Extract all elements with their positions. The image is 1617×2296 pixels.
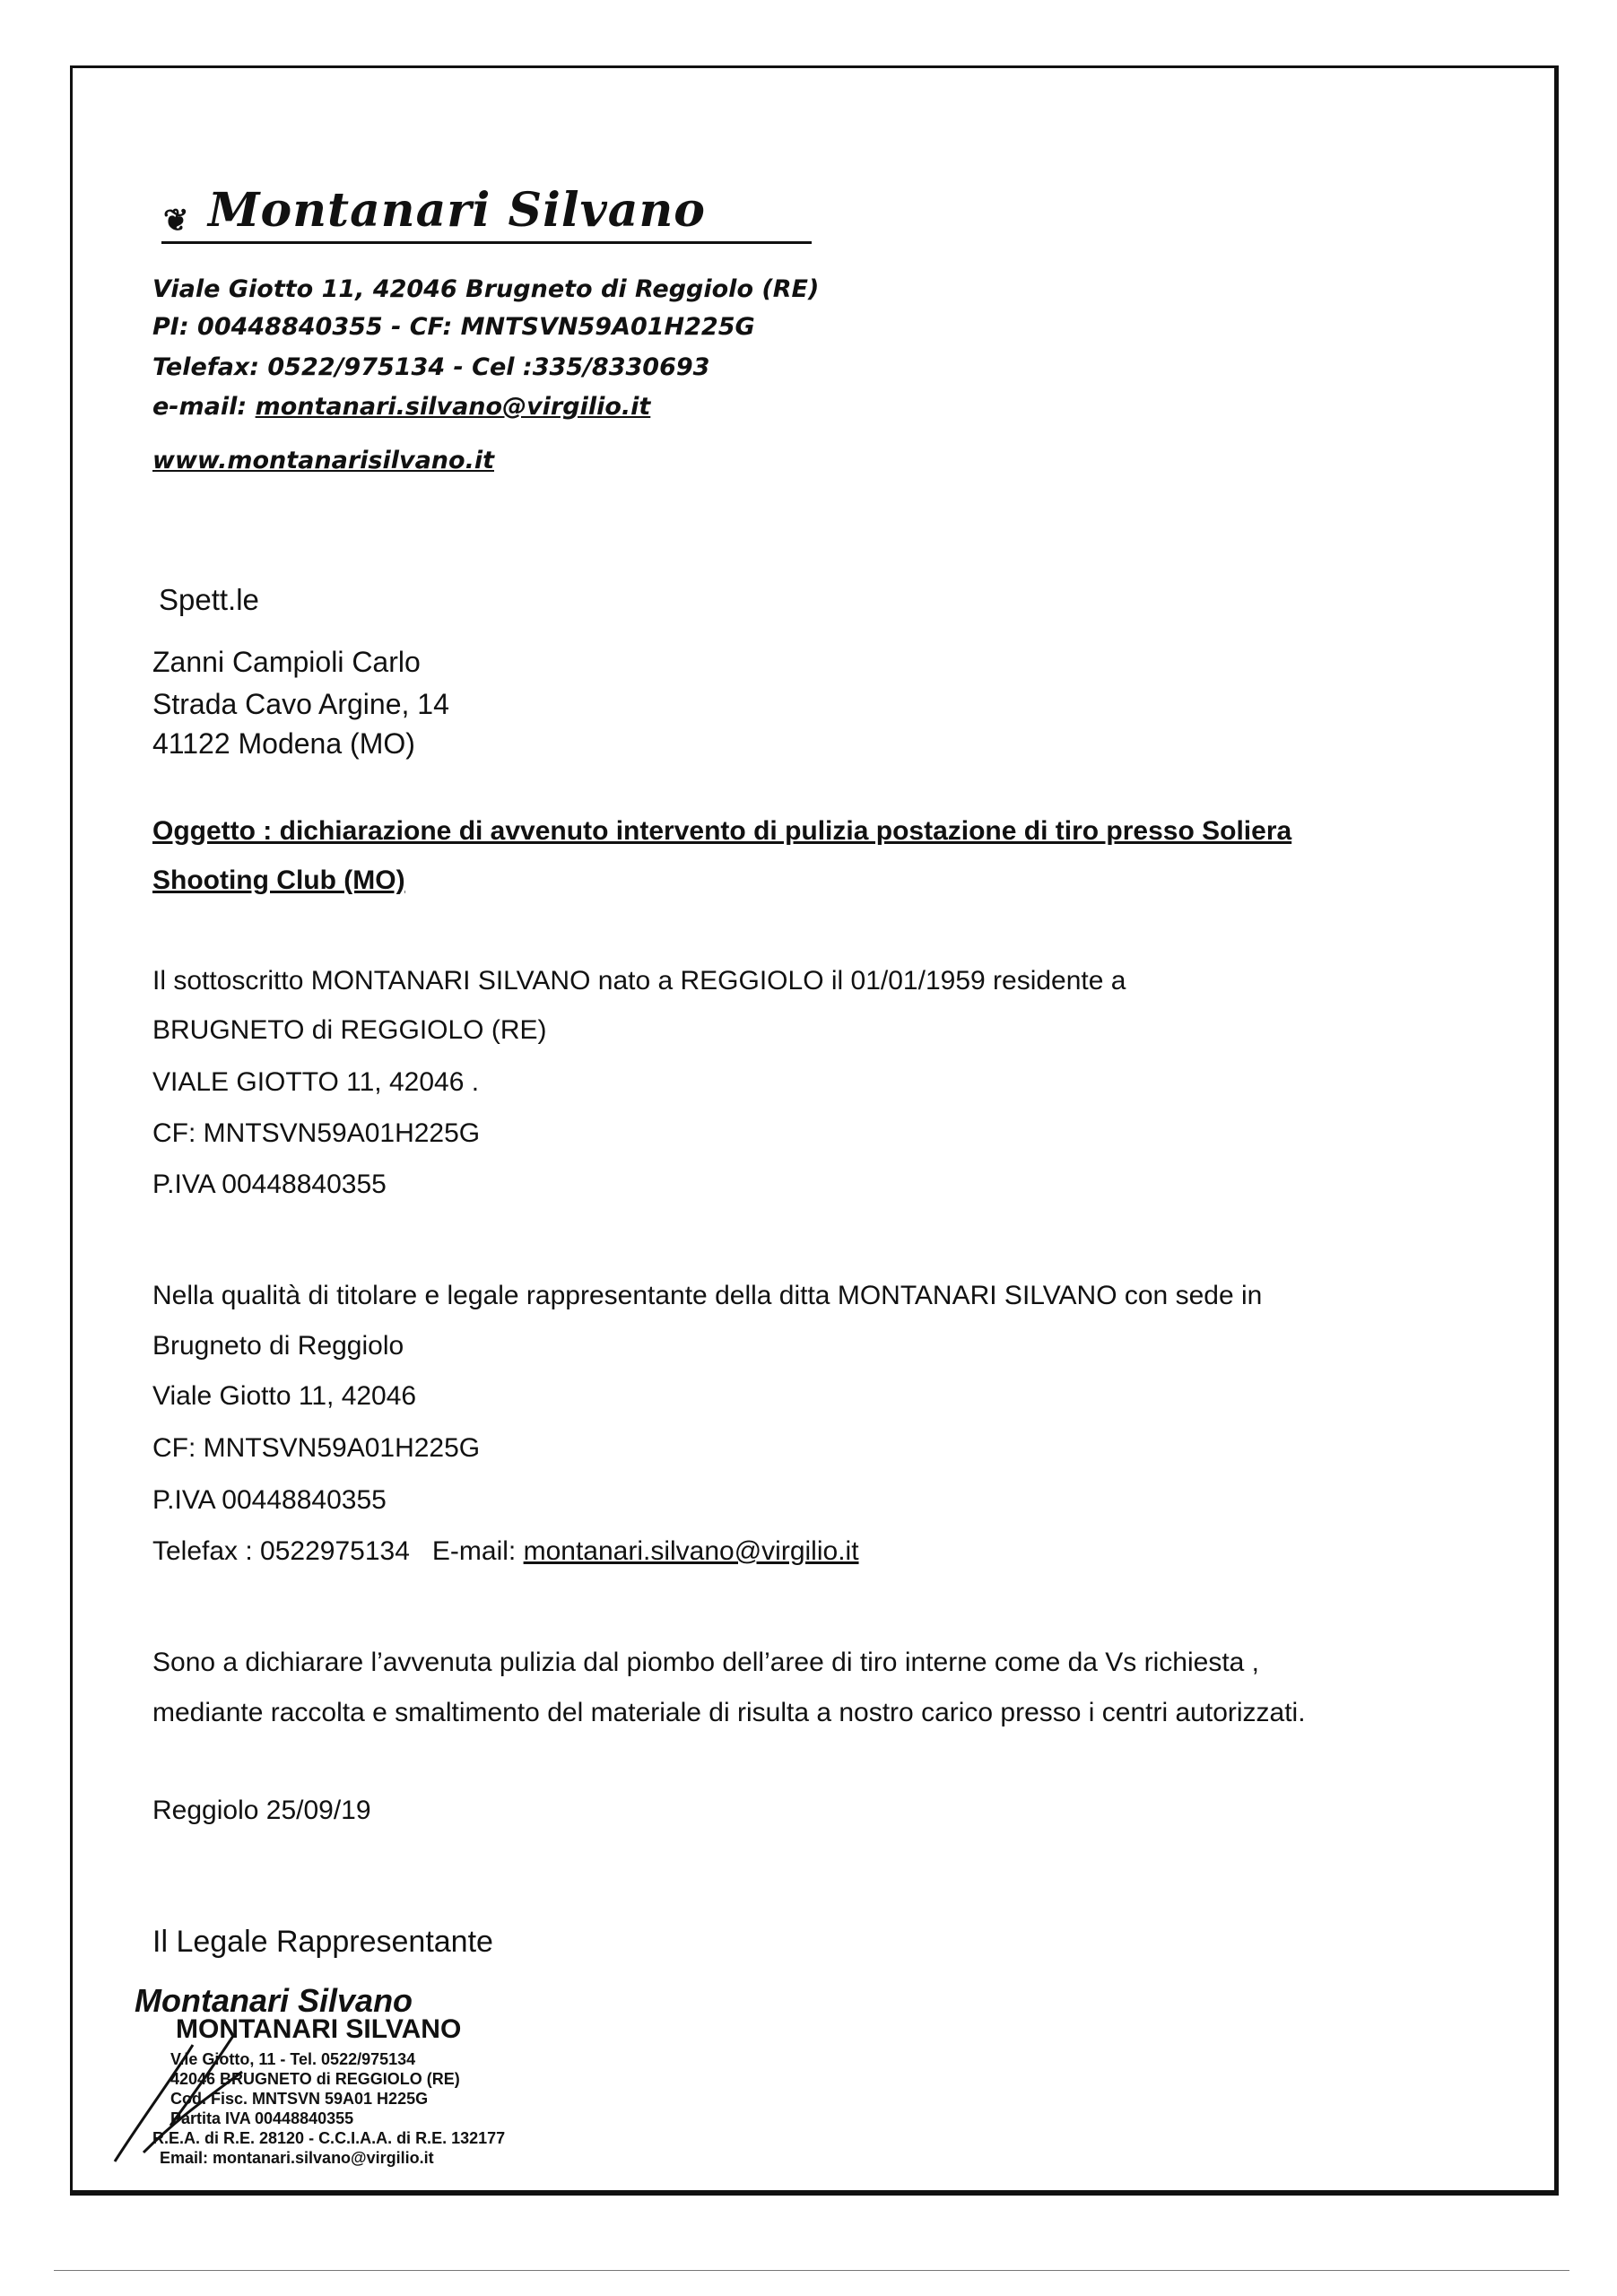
company-contact xyxy=(152,1536,859,1567)
declaration-line-2: mediante raccolta e smaltimento del materiale di risulta a nostro carico presso i centri autorizzati. xyxy=(152,1698,1306,1727)
declaration-line-1: Sono a dichiarare l’avvenuta pulizia dal piombo dell’aree di tiro interne come da Vs richiesta , xyxy=(152,1648,1260,1677)
declarant-line-2: BRUGNETO di REGGIOLO (RE) xyxy=(152,1015,547,1045)
stamp-signature-name: Montanari Silvano xyxy=(135,1982,413,2019)
company-contact-prefix: Telefax : 0522975134 E-mail: xyxy=(152,1536,524,1566)
letterhead-website-link[interactable]: www.montanarisilvano.it xyxy=(152,447,494,474)
stamp-line-3: Cod. Fisc. MNTSVN 59A01 H225G xyxy=(170,2090,429,2108)
company-email-link[interactable]: montanari.silvano@virgilio.it xyxy=(523,1536,859,1566)
company-line-2: Brugneto di Reggiolo xyxy=(152,1331,404,1361)
company-line-3: Viale Giotto 11, 42046 xyxy=(152,1381,417,1411)
declarant-line-5: P.IVA 00448840355 xyxy=(152,1170,387,1199)
letterhead-phones: Telefax: 0522/975134 - Cel :335/8330693 xyxy=(152,353,710,381)
company-line-1: Nella qualità di titolare e legale rappresentante della ditta MONTANARI SILVANO con sede in xyxy=(152,1281,1263,1310)
brand-name: Montanari Silvano xyxy=(208,183,706,238)
recipient-salutation: Spett.le xyxy=(159,583,259,616)
company-line-4: CF: MNTSVN59A01H225G xyxy=(152,1433,481,1463)
page-bottom-rule xyxy=(54,2270,1569,2271)
logo-emblem-icon: ❦ xyxy=(163,203,189,239)
handwritten-signature-stroke xyxy=(108,1982,538,2179)
recipient-city: 41122 Modena (MO) xyxy=(152,727,415,760)
letterhead-email-label: e-mail: xyxy=(152,393,248,421)
recipient-name: Zanni Campioli Carlo xyxy=(152,646,421,678)
stamp-line-2: 42046 BRUGNETO di REGGIOLO (RE) xyxy=(170,2070,460,2088)
letterhead-rule xyxy=(161,241,812,244)
letterhead-address: Viale Giotto 11, 42046 Brugneto di Reggiolo (RE) xyxy=(152,275,820,303)
stamp-line-4: Partita IVA 00448840355 xyxy=(170,2109,354,2127)
subject-line-1: Oggetto : dichiarazione di avvenuto intervento di pulizia postazione di tiro presso Soliera xyxy=(152,816,1292,846)
company-stamp xyxy=(108,1982,538,2179)
declarant-line-1: Il sottoscritto MONTANARI SILVANO nato a REGGIOLO il 01/01/1959 residente a xyxy=(152,966,1126,996)
letterhead-tax-ids: PI: 00448840355 - CF: MNTSVN59A01H225G xyxy=(152,313,755,341)
recipient-street: Strada Cavo Argine, 14 xyxy=(152,688,449,720)
place-date: Reggiolo 25/09/19 xyxy=(152,1796,371,1825)
letterhead-logo xyxy=(161,183,812,244)
letterhead-email-row xyxy=(152,391,650,423)
letterhead-email-link[interactable]: montanari.silvano@virgilio.it xyxy=(255,393,651,421)
stamp-title: MONTANARI SILVANO xyxy=(176,2014,462,2044)
stamp-line-6: Email: montanari.silvano@virgilio.it xyxy=(160,2149,434,2167)
declarant-line-4: CF: MNTSVN59A01H225G xyxy=(152,1118,481,1148)
declarant-line-3: VIALE GIOTTO 11, 42046 . xyxy=(152,1067,480,1097)
stamp-line-5: R.E.A. di R.E. 28120 - C.C.I.A.A. di R.E. 132177 xyxy=(152,2129,506,2147)
subject-line-2: Shooting Club (MO) xyxy=(152,865,405,895)
company-line-5: P.IVA 00448840355 xyxy=(152,1485,387,1515)
stamp-line-1: V.le Giotto, 11 - Tel. 0522/975134 xyxy=(170,2050,416,2068)
signatory-title: Il Legale Rappresentante xyxy=(152,1925,493,1959)
